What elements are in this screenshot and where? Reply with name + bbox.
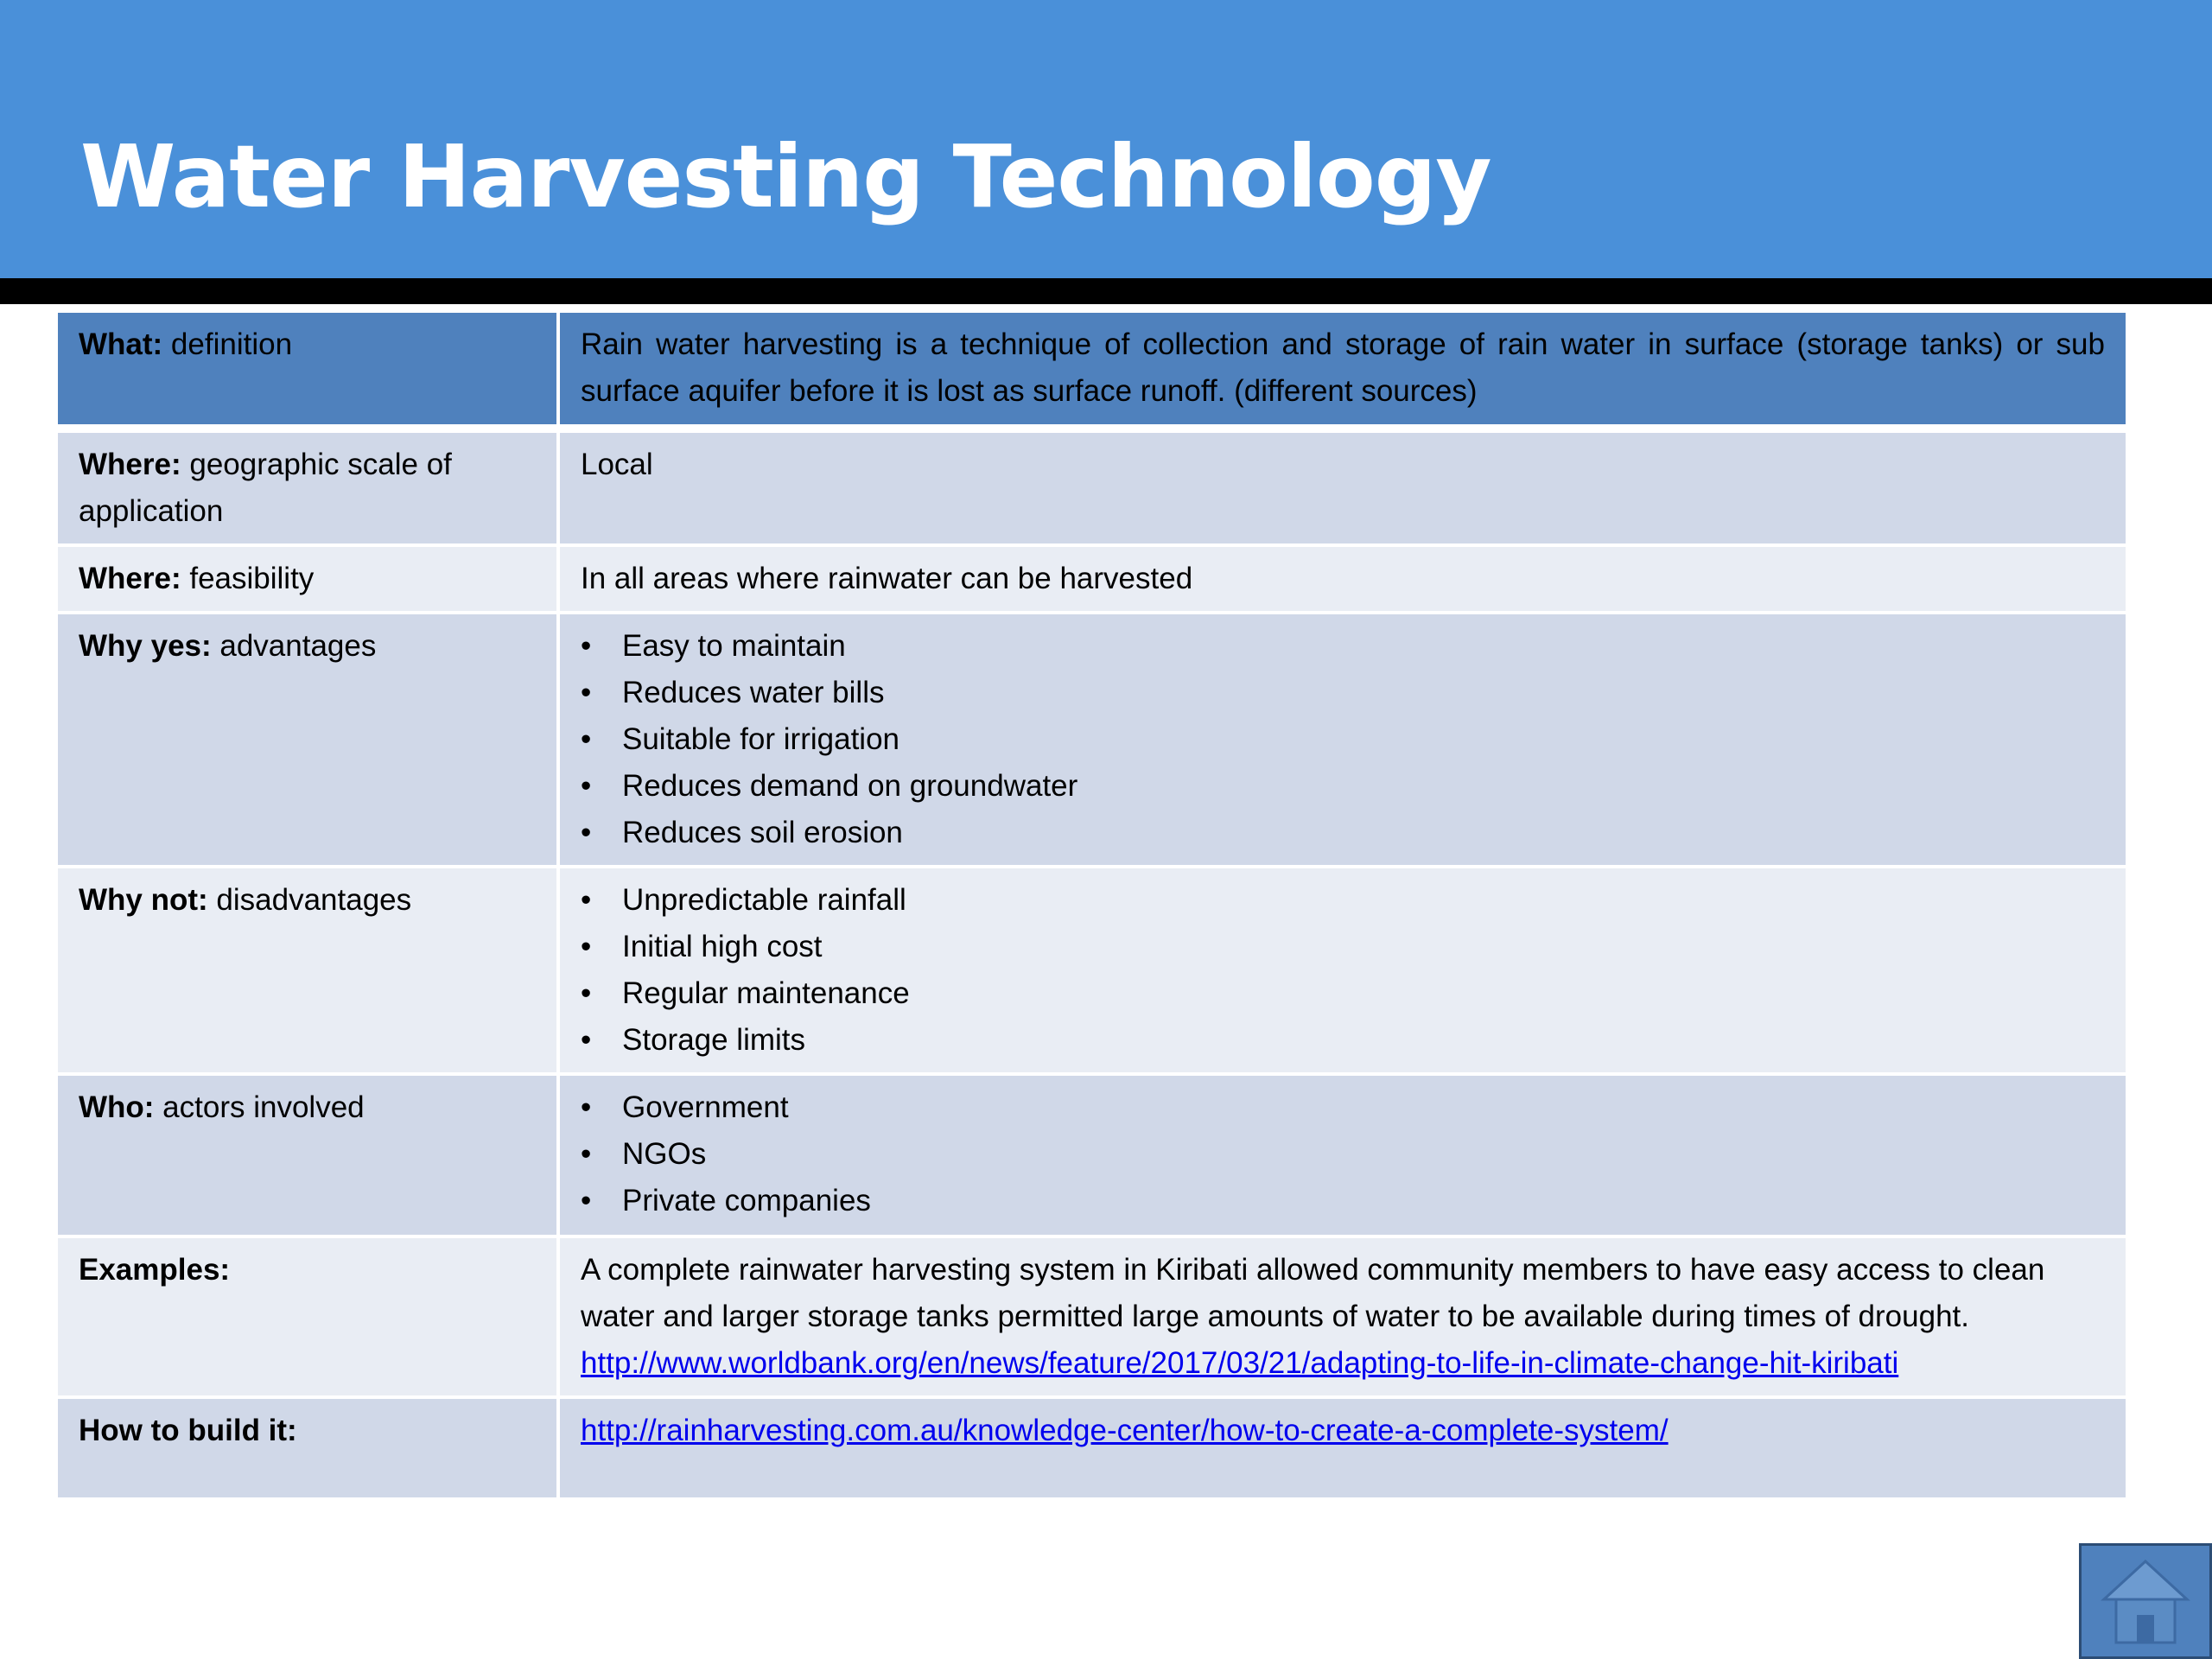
rainharvesting-link[interactable]: http://rainharvesting.com.au/knowledge-center/how-to-create-a-complete-system/ <box>581 1414 1669 1447</box>
actors-list <box>581 1084 2105 1224</box>
list-item: • Private companies <box>581 1178 2105 1224</box>
row-term: Examples: <box>79 1253 231 1287</box>
row-term: Why yes: <box>79 629 212 663</box>
home-button[interactable] <box>2079 1543 2212 1659</box>
list-item: • Easy to maintain <box>581 623 2105 670</box>
table-row-feasibility <box>58 545 2126 613</box>
list-item: • Reduces soil erosion <box>581 810 2105 856</box>
table-row-definition <box>58 313 2126 429</box>
row-label-text: definition <box>162 327 293 361</box>
row-label <box>58 1074 558 1236</box>
row-term: Why not: <box>79 883 208 917</box>
row-term: How to build it: <box>79 1414 297 1447</box>
row-content: Local <box>558 429 2126 545</box>
row-label-text: advantages <box>211 629 377 663</box>
table-row-scale <box>58 429 2126 545</box>
row-content <box>558 1074 2126 1236</box>
row-label-text: feasibility <box>181 562 315 595</box>
row-content <box>558 613 2126 867</box>
row-term: Where: <box>79 448 181 481</box>
table-row-disadvantages <box>58 867 2126 1074</box>
table-row-actors <box>58 1074 2126 1236</box>
table-row-how-to-build <box>58 1397 2126 1499</box>
row-label <box>58 613 558 867</box>
list-item: • NGOs <box>581 1131 2105 1178</box>
example-text: A complete rainwater harvesting system in Kiribati allowed community members to have easy access to clean water and larger storage tanks permitted large amounts of water to be available during times of drought. <box>581 1253 2045 1333</box>
list-item: • Initial high cost <box>581 924 2105 970</box>
row-label <box>58 429 558 545</box>
slide-title: Water Harvesting Technology <box>80 126 1491 227</box>
row-label-text: disadvantages <box>207 883 412 917</box>
row-term: Where: <box>79 562 181 595</box>
worldbank-link[interactable]: http://www.worldbank.org/en/news/feature/2017/03/21/adapting-to-life-in-climate-change-hit-kiribati <box>581 1346 1899 1380</box>
row-label-text: geographic scale of application <box>79 448 452 528</box>
row-label <box>58 313 558 429</box>
row-label <box>58 1397 558 1499</box>
row-content <box>558 867 2126 1074</box>
disadvantages-list <box>581 877 2105 1064</box>
list-item: • Reduces water bills <box>581 670 2105 716</box>
row-content: Rain water harvesting is a technique of collection and storage of rain water in surface (storage tanks) or sub surface aquifer before it is lost as surface runoff. (different sources) <box>558 313 2126 429</box>
advantages-list <box>581 623 2105 856</box>
list-item: • Reduces demand on groundwater <box>581 763 2105 810</box>
row-label <box>58 1236 558 1397</box>
row-label-text: actors involved <box>154 1090 365 1124</box>
title-divider <box>0 278 2212 304</box>
row-content <box>558 1397 2126 1499</box>
list-item: • Government <box>581 1084 2105 1131</box>
list-item: • Storage limits <box>581 1017 2105 1064</box>
list-item: • Suitable for irrigation <box>581 716 2105 763</box>
list-item: • Regular maintenance <box>581 970 2105 1017</box>
list-item: • Unpredictable rainfall <box>581 877 2105 924</box>
table-row-examples <box>58 1236 2126 1397</box>
table-row-advantages <box>58 613 2126 867</box>
row-label <box>58 867 558 1074</box>
row-content <box>558 1236 2126 1397</box>
technology-table <box>58 313 2126 1501</box>
home-icon <box>2082 1546 2209 1656</box>
title-banner <box>0 0 2212 278</box>
row-label <box>58 545 558 613</box>
row-term: What: <box>79 327 163 361</box>
row-content: In all areas where rainwater can be harvested <box>558 545 2126 613</box>
row-term: Who: <box>79 1090 155 1124</box>
